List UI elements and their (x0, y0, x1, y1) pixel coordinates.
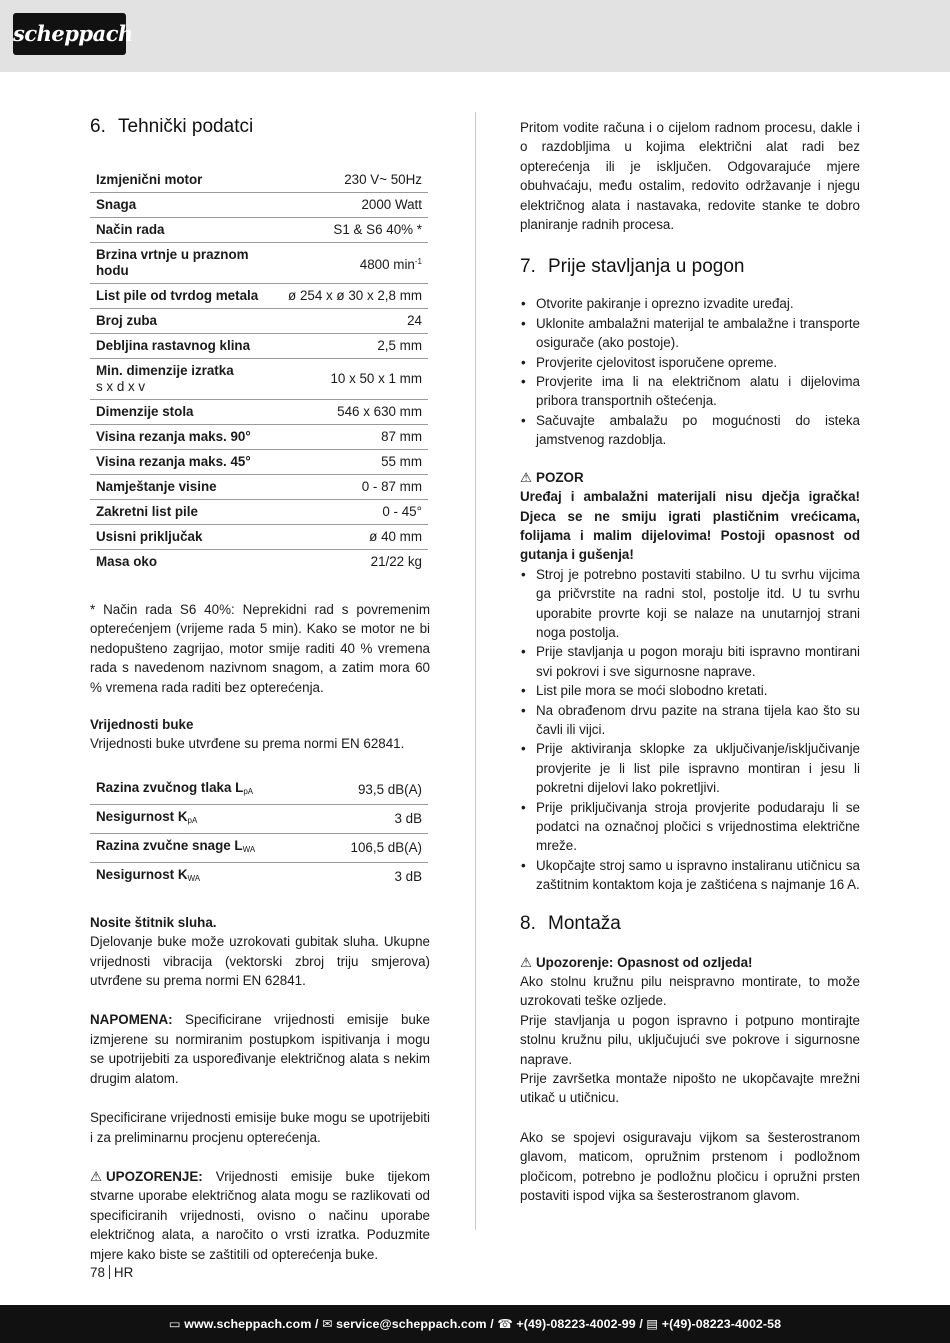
setup-list (520, 565, 860, 895)
spec-value-text: 10 x 50 x 1 mm (330, 371, 422, 386)
warning-label: UPOZORENJE: (106, 1168, 203, 1184)
spec-key-text: Visina rezanja maks. 45° (96, 454, 251, 469)
noise-table (90, 776, 428, 891)
noise-key-sub: WA (187, 873, 201, 883)
spec-key (90, 550, 270, 575)
fax-number: +(49)-08223-4002-58 (661, 1317, 782, 1331)
spec-value (270, 425, 428, 450)
spec-key (90, 425, 270, 450)
brand-logo: scheppach (13, 13, 126, 55)
spec-row (90, 193, 428, 218)
spec-row (90, 425, 428, 450)
spec-key (90, 334, 270, 359)
page-footer (90, 1265, 133, 1280)
spec-key-text: Debljina rastavnog klina (96, 338, 251, 353)
spec-row (90, 450, 428, 475)
spec-row (90, 359, 428, 400)
spec-value-text: 0 - 45° (382, 504, 422, 519)
section-number: 6. (90, 116, 106, 137)
noise-row (90, 804, 428, 833)
note-paragraph (90, 1010, 430, 1088)
section-7-heading (520, 252, 860, 282)
spec-key (90, 193, 270, 218)
montaza-warning-heading (520, 953, 860, 972)
section-title: Montaža (548, 912, 621, 934)
warning-paragraph (90, 1167, 430, 1264)
section-number: 8. (520, 912, 536, 934)
montaza-p2: Prije stavljanja u pogon ispravno i potpuno montirajte stolnu kružnu pilu, uključujući sve pokrove i sigurnosne naprave. (520, 1012, 860, 1067)
spec-value (270, 284, 428, 309)
contact-bar: ▭ www.scheppach.com / ✉ service@scheppach.com / ☎ +(49)-08223-4002-99 / ▤ +(49)-08223-4002-58 (0, 1305, 950, 1343)
note-label: NAPOMENA: (90, 1012, 173, 1028)
noise-key-text: Razina zvučne snage L (96, 837, 243, 853)
spec-value-sup: -1 (414, 256, 422, 266)
spec-value-text: 87 mm (381, 429, 422, 444)
pozor-text: Uređaj i ambalažni materijali nisu dječja igračka! Djeca se ne smiju igrati plastičnim vrećicama, folijama i malim dijelovima! Postoji opasnost od gutanja i gušenja! (520, 489, 860, 563)
spec-row (90, 218, 428, 243)
spec-key-text: Usisni priključak (96, 529, 203, 544)
note2-paragraph: Specificirane vrijednosti emisije buke mogu se upotrijebiti i za preliminarnu procjenu opterećenja. (90, 1110, 430, 1145)
noise-row (90, 833, 428, 862)
spec-value-text: 2,5 mm (377, 338, 422, 353)
noise-intro: Vrijednosti buke utvrđene su prema normi EN 62841. (90, 736, 405, 752)
montaza-p3: Prije završetka montaže nipošto ne ukopčavajte mrežni utikač u utičnicu. (520, 1071, 860, 1106)
section-title: Tehnički podatci (118, 116, 254, 137)
spec-key (90, 400, 270, 425)
spec-row (90, 309, 428, 334)
warning-triangle-icon: ⚠ (90, 1168, 103, 1184)
spec-value (270, 218, 428, 243)
noise-key-text: Razina zvučnog tlaka L (96, 779, 244, 795)
spec-value (270, 168, 428, 193)
noise-key (90, 776, 270, 805)
spec-row (90, 284, 428, 309)
spec-key-text: Dimenzije stola (96, 404, 194, 419)
spec-value-text: 4800 min (359, 256, 415, 272)
noise-key-text: Nesigurnost K (96, 808, 188, 824)
spec-value-text: 546 x 630 mm (337, 404, 422, 419)
noise-key-text: Nesigurnost K (96, 866, 188, 882)
noise-key (90, 862, 270, 891)
spec-value (270, 243, 428, 284)
spec-key-text: Namještanje visine (96, 479, 217, 494)
spec-key-text: Broj zuba (96, 313, 158, 328)
spec-key (90, 475, 270, 500)
preparation-item: • Sačuvajte ambalažu po mogućnosti do isteka jamstvenog razdoblja. (520, 411, 860, 450)
left-column (90, 112, 430, 1264)
column-divider (475, 112, 476, 1230)
setup-item: • Prije stavljanja u pogon moraju biti ispravno montirani svi pokrovi i sve sigurnosne naprave. (520, 642, 860, 681)
spec-key (90, 284, 270, 309)
spec-value-text: 24 (407, 313, 422, 328)
noise-key (90, 804, 270, 833)
noise-row (90, 776, 428, 805)
spec-key-text: List pile od tvrdog metala (96, 288, 259, 303)
spec-key (90, 359, 270, 400)
spec-value-text: ø 40 mm (369, 529, 422, 544)
spec-value (270, 359, 428, 400)
fax-icon: ▤ (646, 1317, 659, 1331)
noise-row (90, 862, 428, 891)
setup-item: • Prije priključivanja stroja provjerite podudaraju li se podatci na označnoj pločici s vrijednostima električne mreže. (520, 798, 860, 856)
spec-value (270, 193, 428, 218)
spec-key-text: Brzina vrtnje u praznom hodu (96, 247, 249, 278)
noise-heading: Vrijednosti buke (90, 717, 194, 733)
spec-value (270, 525, 428, 550)
montaza-p4: Ako se spojevi osiguravaju vijkom sa šesterostranom glavom, maticom, opružnim prstenom i podložnom pločicom, potrebno je podložnu pločicu i opružni prsten postaviti ispod vijka sa šesterostranom glavom. (520, 1129, 860, 1204)
noise-key (90, 833, 270, 862)
preparation-item: • Provjerite cjelovitost isporučene opreme. (520, 353, 860, 372)
spec-row (90, 334, 428, 359)
spec-value (270, 309, 428, 334)
page-number: 78 (90, 1265, 105, 1280)
hearing-heading: Nosite štitnik sluha. (90, 914, 217, 930)
spec-key-text: Izmjenični motor (96, 172, 203, 187)
section-6-heading (90, 112, 430, 142)
spec-key-text: Zakretni list pile (96, 504, 198, 519)
noise-value: 106,5 dB(A) (270, 833, 428, 862)
setup-item: • Prije aktiviranja sklopke za uključivanje/isključivanje provjerite je li list pile ispravno montiran i jesu li pokretni dijelovi lako pokretljivi. (520, 739, 860, 797)
spec-value (270, 450, 428, 475)
spec-key-text: Snaga (96, 197, 137, 212)
email-icon: ✉ (322, 1317, 333, 1331)
intro-paragraph: Pritom vodite računa i o cijelom radnom procesu, dakle i o razdobljima u kojima električni alat radi bez opterećenja ili je isključen. Odgovarajuće mjere obuhvaćaju, među ostalim, redovito održavanje i njegu električnog alata i nastavaka, redovite stanke te dobro planiranje radnih procesa. (520, 120, 860, 233)
preparation-item: • Uklonite ambalažni materijal te ambalažne i transporte osigurače (ako postoje). (520, 314, 860, 353)
setup-item: • Na obrađenom drvu pazite na strana tijela kao što su čavli ili vijci. (520, 701, 860, 740)
spec-row (90, 400, 428, 425)
section-title: Prije stavljanja u pogon (548, 256, 745, 278)
spec-row (90, 475, 428, 500)
spec-key (90, 218, 270, 243)
spec-row (90, 500, 428, 525)
monitor-icon: ▭ (168, 1317, 181, 1331)
noise-key-sub: WA (242, 844, 256, 854)
spec-key (90, 168, 270, 193)
spec-value-text: 21/22 kg (370, 554, 422, 569)
pozor-heading (520, 468, 860, 487)
setup-item: • Ukopčajte stroj samo u ispravno instaliranu utičnicu sa zaštitnim kontaktom koja je zaštićena s najmanje 16 A. (520, 856, 860, 895)
spec-table (90, 168, 428, 574)
montaza-p1: Ako stolnu kružnu pilu neispravno montirate, to može uzrokovati teške ozljede. (520, 974, 860, 1009)
spec-key (90, 243, 270, 284)
website-link[interactable]: www.scheppach.com (184, 1317, 312, 1331)
spec-key-text: Masa oko (96, 554, 158, 569)
spec-key (90, 500, 270, 525)
spec-key-text: Min. dimenzije izratka (96, 363, 234, 378)
spec-value-text: 0 - 87 mm (361, 479, 422, 494)
noise-value: 3 dB (394, 868, 422, 884)
page-language: HR (113, 1265, 134, 1280)
spec-value (270, 475, 428, 500)
spec-key (90, 525, 270, 550)
spec-key (90, 450, 270, 475)
spec-row (90, 525, 428, 550)
warning-triangle-icon: ⚠ (520, 469, 533, 485)
spec-value-text: 2000 Watt (361, 197, 422, 212)
noise-key-sub: pA (243, 786, 254, 796)
warning-triangle-icon: ⚠ (520, 954, 533, 970)
spec-key-text: Način rada (96, 222, 165, 237)
setup-item: • Stroj je potrebno postaviti stabilno. U tu svrhu vijcima ga pričvrstite na radni stol, postolje itd. U tu svrhu uporabite provrte koji se nalaze na unutarnjoj strani noga postolja. (520, 565, 860, 643)
preparation-item: • Provjerite ima li na električnom alatu i dijelovima pribora transportnih oštećenja. (520, 372, 860, 411)
spec-key-sub: s x d x v (96, 379, 146, 394)
spec-value (270, 334, 428, 359)
montaza-warning-label: Upozorenje: Opasnost od ozljeda! (536, 954, 753, 970)
setup-item: • List pile mora se moći slobodno kretati. (520, 681, 860, 700)
spec-row (90, 550, 428, 575)
noise-value: 3 dB (270, 804, 428, 833)
phone-icon: ☎ (497, 1317, 513, 1331)
preparation-item: • Otvorite pakiranje i oprezno izvadite uređaj. (520, 294, 860, 313)
spec-value-text: 230 V~ 50Hz (344, 172, 422, 187)
spec-value (270, 500, 428, 525)
section-8-heading (520, 909, 860, 939)
spec-value-text: ø 254 x ø 30 x 2,8 mm (288, 288, 422, 303)
header-bar (0, 0, 950, 72)
preparation-list (520, 294, 860, 449)
warning-text: Vrijednosti emisije buke tijekom stvarne uporabe električnog alata mogu se razlikovati od specificiranih vrijednosti, ovisno o načinu uporabe električnog alata, a naročito o vrsti izratka. Poduzmite mjere kako biste se zaštitili od opterećenja buke. (90, 1168, 430, 1262)
spec-row (90, 243, 428, 284)
phone-number: +(49)-08223-4002-99 (516, 1317, 636, 1331)
spec-row (90, 168, 428, 193)
footnote: * Način rada S6 40%: Neprekidni rad s povremenim opterećenjem (vrijeme rada 5 min). Kako se motor ne bi nedopušteno zagrijao, motor smije raditi 40 % vremena rada s navedenom nazivnom snagom, a zatim mora 60 % vremena rada raditi bez opterećenja. (90, 602, 430, 695)
right-column (520, 118, 860, 1206)
spec-key (90, 309, 270, 334)
noise-key-sub: pA (187, 815, 198, 825)
spec-value (270, 550, 428, 575)
note-text: Specificirane vrijednosti emisije buke izmjerene su normiranim postupkom ispitivanja i mogu se upotrijebiti za uspoređivanje električnog alata s nekim drugim alatom. (90, 1012, 430, 1086)
spec-value (270, 400, 428, 425)
noise-value: 93,5 dB(A) (270, 776, 428, 805)
spec-key-text: Visina rezanja maks. 90° (96, 429, 251, 444)
footer-separator (109, 1265, 110, 1279)
email-link[interactable]: service@scheppach.com (336, 1317, 487, 1331)
section-number: 7. (520, 256, 536, 278)
spec-value-text: S1 & S6 40% * (333, 222, 422, 237)
spec-value-text: 55 mm (381, 454, 422, 469)
pozor-label: POZOR (536, 469, 584, 485)
hearing-text: Djelovanje buke može uzrokovati gubitak sluha. Ukupne vrijednosti vibracija (vektorski zbroj triju smjerova) utvrđene su prema normi EN 62841. (90, 934, 430, 989)
